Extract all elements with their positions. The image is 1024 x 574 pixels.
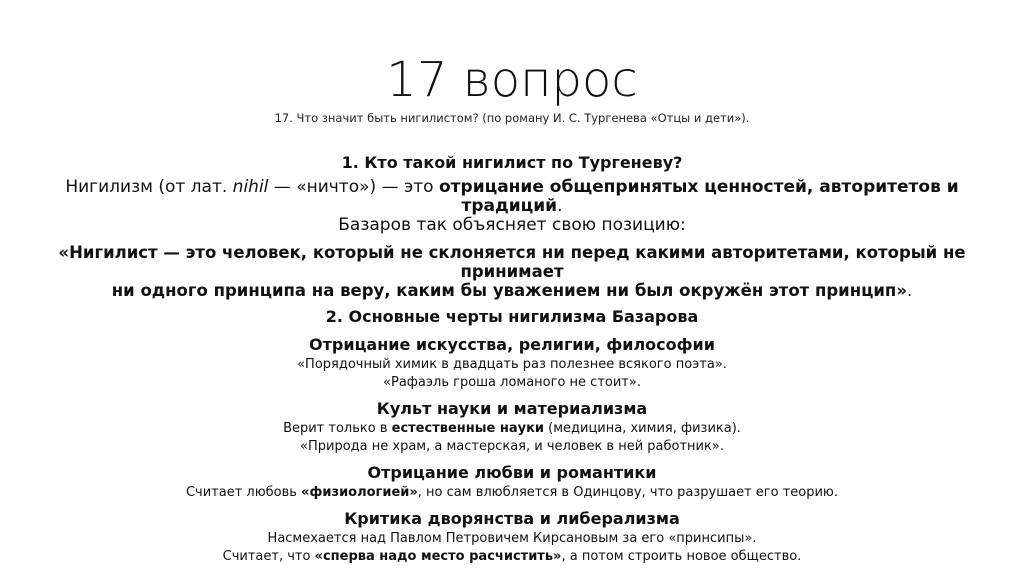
trait-4-line-2-bold: «сперва надо место расчистить» (314, 549, 562, 564)
definition-bold: отрицание общепринятых ценностей, авторитетов и традиций (439, 177, 959, 216)
trait-4-line-2-pre: Считает, что (222, 549, 315, 564)
trait-3-line-1-bold: «физиологией» (301, 485, 418, 500)
trait-3-line-1 (20, 484, 1004, 502)
slide-body (20, 148, 1004, 566)
slide-subtitle: 17. Что значит быть нигилистом? (по роману И. С. Тургенева «Отцы и дети»). (274, 111, 750, 125)
trait-3-line-1-pre: Считает любовь (185, 485, 302, 500)
quote-line-1: «Нигилист — это человек, который не склоняется ни перед какими авторитетами, который не принимает (58, 243, 966, 281)
trait-1-line-1: «Порядочный химик в двадцать раз полезнее всякого поэта». (297, 357, 727, 372)
trait-1-heading: Отрицание искусства, религии, философии (309, 335, 715, 354)
bazarov-intro: Базаров так объясняет свою позицию: (338, 215, 686, 235)
trait-2-line-1-bold: естественные науки (391, 421, 545, 436)
definition-latin: nihil (232, 177, 269, 197)
trait-4-line-2-post: , а потом строить новое общество. (561, 549, 802, 564)
trait-2-line-1 (20, 420, 1004, 438)
trait-3-heading: Отрицание любви и романтики (367, 463, 657, 482)
section2-heading: 2. Основные черты нигилизма Базарова (325, 307, 699, 326)
trait-3-line-1-post: , но сам влюбляется в Одинцову, что разрушает его теорию. (417, 485, 839, 500)
trait-4-line-1: Насмехается над Павлом Петровичем Кирсановым за его «принсипы». (267, 531, 757, 546)
nihilism-definition (20, 178, 1004, 216)
trait-2-line-2: «Природа не храм, а мастерская, и человек в ней работник». (300, 439, 724, 454)
trait-2-heading: Культ науки и материализма (376, 399, 648, 418)
trait-1-line-2: «Рафаэль гроша ломаного не стоит». (383, 375, 641, 390)
definition-mid: — «ничто») — это (268, 177, 439, 197)
definition-pre: Нигилизм (от лат. (65, 177, 233, 197)
trait-4-heading: Критика дворянства и либерализма (344, 509, 680, 528)
trait-4-line-2 (20, 548, 1004, 566)
quote-line-2-wrap (20, 281, 1004, 300)
slide-title: 17 вопрос (386, 52, 638, 108)
nihilist-quote (20, 243, 1004, 300)
quote-end: . (906, 281, 913, 300)
section1-heading: 1. Кто такой нигилист по Тургеневу? (341, 153, 683, 172)
trait-2-line-1-pre: Верит только в (283, 421, 392, 436)
definition-post: . (557, 196, 563, 216)
trait-2-line-1-post: (медицина, химия, физика). (544, 421, 741, 436)
quote-line-2: ни одного принципа на веру, каким бы уважением ни был окружён этот принцип» (111, 281, 907, 300)
